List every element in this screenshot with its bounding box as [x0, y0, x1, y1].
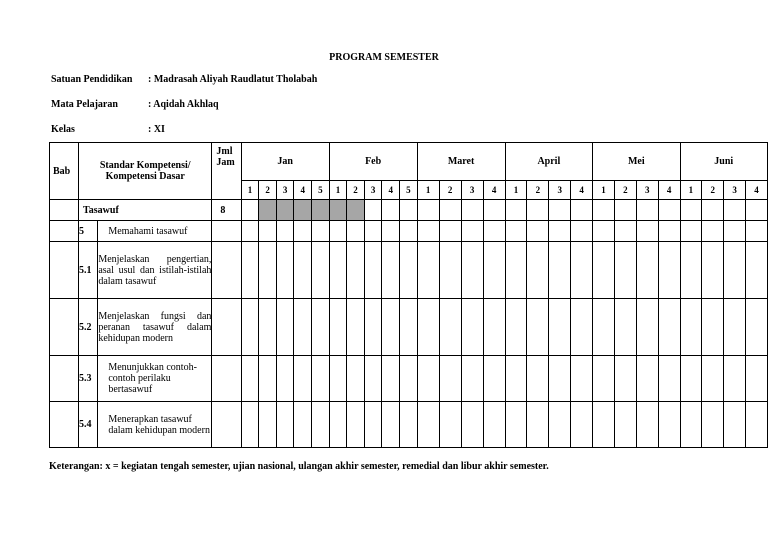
- schedule-cell: [241, 402, 259, 448]
- schedule-cell: [483, 402, 505, 448]
- schedule-cell: [417, 402, 439, 448]
- schedule-cell: [593, 356, 615, 402]
- schedule-cell: [312, 200, 330, 221]
- schedule-cell: [614, 299, 636, 356]
- week-header: 3: [364, 181, 382, 200]
- schedule-cell: [276, 221, 294, 242]
- schedule-cell: [571, 299, 593, 356]
- schedule-cell: [505, 402, 527, 448]
- schedule-cell: [746, 242, 768, 299]
- schedule-cell: [461, 299, 483, 356]
- schedule-cell: [549, 221, 571, 242]
- week-header: 2: [614, 181, 636, 200]
- schedule-cell: [483, 200, 505, 221]
- bab-cell: [50, 221, 79, 242]
- schedule-cell: [417, 356, 439, 402]
- month-header-mei: Mei: [593, 143, 680, 181]
- schedule-cell: [294, 356, 312, 402]
- schedule-cell: [294, 221, 312, 242]
- week-header: 4: [294, 181, 312, 200]
- bab-cell: [50, 242, 79, 299]
- schedule-cell: [746, 299, 768, 356]
- schedule-cell: [294, 200, 312, 221]
- schedule-cell: [614, 356, 636, 402]
- schedule-cell: [527, 299, 549, 356]
- week-header: 3: [461, 181, 483, 200]
- schedule-cell: [364, 242, 382, 299]
- schedule-cell: [636, 200, 658, 221]
- header-sk-line2: Kompetensi Dasar: [105, 171, 185, 182]
- schedule-cell: [439, 221, 461, 242]
- schedule-cell: [746, 402, 768, 448]
- schedule-cell: [527, 356, 549, 402]
- schedule-cell: [461, 200, 483, 221]
- info-mata-pelajaran: [51, 99, 219, 110]
- schedule-cell: [680, 242, 702, 299]
- competency-number: 5: [79, 221, 98, 242]
- week-header: 4: [571, 181, 593, 200]
- section-hours-text: 8: [220, 204, 226, 216]
- section-title: [79, 200, 212, 221]
- header-sk-line1: Standar Kompetensi/: [99, 160, 191, 171]
- schedule-cell: [364, 402, 382, 448]
- schedule-cell: [680, 221, 702, 242]
- schedule-cell: [505, 200, 527, 221]
- week-header: 5: [312, 181, 330, 200]
- schedule-cell: [347, 242, 365, 299]
- schedule-cell: [347, 356, 365, 402]
- schedule-cell: [439, 242, 461, 299]
- schedule-cell: [593, 200, 615, 221]
- schedule-cell: [400, 200, 418, 221]
- schedule-cell: [382, 402, 400, 448]
- schedule-cell: [294, 299, 312, 356]
- week-header: 2: [702, 181, 724, 200]
- schedule-cell: [347, 221, 365, 242]
- schedule-cell: [571, 402, 593, 448]
- schedule-cell: [347, 299, 365, 356]
- schedule-cell: [658, 242, 680, 299]
- schedule-cell: [702, 221, 724, 242]
- schedule-cell: [382, 356, 400, 402]
- schedule-cell: [364, 356, 382, 402]
- schedule-cell: [614, 242, 636, 299]
- week-header: 2: [347, 181, 365, 200]
- schedule-cell: [505, 299, 527, 356]
- schedule-cell: [400, 221, 418, 242]
- info-value: : XI: [148, 124, 165, 135]
- schedule-cell: [400, 299, 418, 356]
- schedule-cell: [571, 356, 593, 402]
- schedule-cell: [417, 200, 439, 221]
- header-bab: [50, 143, 79, 200]
- info-kelas: [51, 124, 165, 135]
- schedule-cell: [724, 242, 746, 299]
- schedule-cell: [527, 242, 549, 299]
- header-standar-kompetensi: [79, 143, 212, 200]
- schedule-cell: [400, 402, 418, 448]
- schedule-cell: [329, 402, 347, 448]
- schedule-cell: [364, 221, 382, 242]
- schedule-cell: [417, 242, 439, 299]
- schedule-cell: [276, 299, 294, 356]
- week-header: 4: [382, 181, 400, 200]
- schedule-cell: [312, 221, 330, 242]
- schedule-cell: [527, 402, 549, 448]
- info-label: Mata Pelajaran: [51, 99, 118, 110]
- month-header-juni: Juni: [680, 143, 768, 181]
- week-header: 1: [241, 181, 259, 200]
- schedule-cell: [400, 242, 418, 299]
- schedule-cell: [259, 200, 277, 221]
- schedule-cell: [329, 242, 347, 299]
- schedule-cell: [527, 200, 549, 221]
- schedule-cell: [614, 200, 636, 221]
- week-header: 2: [527, 181, 549, 200]
- schedule-cell: [312, 356, 330, 402]
- bab-cell: [50, 356, 79, 402]
- schedule-cell: [439, 200, 461, 221]
- schedule-cell: [259, 402, 277, 448]
- schedule-cell: [241, 221, 259, 242]
- info-value: : Madrasah Aliyah Raudlatut Tholabah: [148, 74, 318, 85]
- schedule-cell: [702, 200, 724, 221]
- section-bab-cell: [50, 200, 79, 221]
- schedule-cell: [636, 356, 658, 402]
- schedule-cell: [702, 242, 724, 299]
- schedule-cell: [439, 402, 461, 448]
- schedule-cell: [329, 356, 347, 402]
- competency-text: Menjelaskan pengertian, asal usul dan istilah-istilah dalam tasawuf: [98, 242, 212, 299]
- schedule-cell: [259, 356, 277, 402]
- week-header: 3: [636, 181, 658, 200]
- schedule-cell: [549, 356, 571, 402]
- schedule-cell: [658, 299, 680, 356]
- header-jml-jam: [212, 143, 241, 200]
- competency-number: 5.3: [79, 356, 98, 402]
- week-header: 3: [549, 181, 571, 200]
- month-header-april: April: [505, 143, 593, 181]
- week-header: 4: [483, 181, 505, 200]
- schedule-cell: [259, 242, 277, 299]
- header-jml-line1: Jml: [216, 146, 233, 157]
- schedule-cell: [364, 299, 382, 356]
- schedule-cell: [439, 299, 461, 356]
- schedule-cell: [417, 299, 439, 356]
- jml-cell: [212, 299, 241, 356]
- schedule-cell: [329, 299, 347, 356]
- schedule-cell: [593, 242, 615, 299]
- schedule-cell: [549, 200, 571, 221]
- schedule-cell: [483, 242, 505, 299]
- week-header: 1: [680, 181, 702, 200]
- jml-cell: [212, 221, 241, 242]
- schedule-cell: [614, 221, 636, 242]
- schedule-cell: [259, 221, 277, 242]
- week-header: 4: [746, 181, 768, 200]
- competency-text: Memahami tasawuf: [98, 221, 212, 242]
- schedule-cell: [614, 402, 636, 448]
- schedule-cell: [461, 242, 483, 299]
- competency-number: 5.4: [79, 402, 98, 448]
- schedule-cell: [724, 299, 746, 356]
- schedule-cell: [746, 356, 768, 402]
- week-header: 4: [658, 181, 680, 200]
- schedule-cell: [312, 402, 330, 448]
- schedule-cell: [724, 221, 746, 242]
- schedule-cell: [680, 299, 702, 356]
- schedule-cell: [571, 242, 593, 299]
- schedule-cell: [417, 221, 439, 242]
- schedule-cell: [724, 402, 746, 448]
- section-hours: [212, 200, 241, 221]
- schedule-cell: [746, 200, 768, 221]
- schedule-cell: [505, 356, 527, 402]
- schedule-cell: [382, 200, 400, 221]
- week-header: 5: [400, 181, 418, 200]
- section-title-text: Tasawuf: [83, 204, 119, 216]
- week-header: 3: [276, 181, 294, 200]
- week-header: 1: [505, 181, 527, 200]
- week-header: 1: [417, 181, 439, 200]
- schedule-cell: [483, 356, 505, 402]
- competency-text: Menunjukkan contoh-contoh perilaku bertasawuf: [98, 356, 212, 402]
- schedule-cell: [483, 221, 505, 242]
- schedule-cell: [549, 242, 571, 299]
- schedule-cell: [241, 356, 259, 402]
- header-bab-text: Bab: [53, 165, 71, 177]
- schedule-cell: [276, 200, 294, 221]
- info-label: Satuan Pendidikan: [51, 74, 133, 85]
- schedule-cell: [259, 299, 277, 356]
- schedule-cell: [461, 356, 483, 402]
- schedule-cell: [329, 221, 347, 242]
- month-header-jan: Jan: [241, 143, 329, 181]
- week-header: 3: [724, 181, 746, 200]
- schedule-cell: [724, 356, 746, 402]
- month-header-maret: Maret: [417, 143, 505, 181]
- jml-cell: [212, 356, 241, 402]
- schedule-cell: [571, 200, 593, 221]
- schedule-cell: [658, 356, 680, 402]
- schedule-cell: [382, 221, 400, 242]
- competency-text: Menerapkan tasawuf dalam kehidupan modern: [98, 402, 212, 448]
- schedule-cell: [549, 402, 571, 448]
- schedule-cell: [461, 221, 483, 242]
- schedule-cell: [294, 402, 312, 448]
- week-header: 1: [593, 181, 615, 200]
- schedule-cell: [680, 356, 702, 402]
- schedule-cell: [312, 242, 330, 299]
- schedule-cell: [241, 299, 259, 356]
- schedule-cell: [461, 402, 483, 448]
- competency-text: Menjelaskan fungsi dan peranan tasawuf dalam kehidupan modern: [98, 299, 212, 356]
- competency-number: 5.1: [79, 242, 98, 299]
- schedule-cell: [382, 299, 400, 356]
- schedule-cell: [593, 402, 615, 448]
- schedule-cell: [382, 242, 400, 299]
- info-value: : Aqidah Akhlaq: [148, 99, 219, 110]
- schedule-cell: [276, 356, 294, 402]
- schedule-cell: [593, 221, 615, 242]
- schedule-cell: [658, 221, 680, 242]
- schedule-cell: [571, 221, 593, 242]
- schedule-cell: [658, 200, 680, 221]
- schedule-cell: [702, 299, 724, 356]
- schedule-cell: [347, 402, 365, 448]
- schedule-cell: [680, 402, 702, 448]
- schedule-cell: [294, 242, 312, 299]
- bab-cell: [50, 402, 79, 448]
- week-header: 1: [329, 181, 347, 200]
- schedule-cell: [702, 402, 724, 448]
- info-satuan-pendidikan: [51, 74, 317, 85]
- schedule-cell: [400, 356, 418, 402]
- week-header: 2: [439, 181, 461, 200]
- schedule-cell: [636, 221, 658, 242]
- schedule-cell: [549, 299, 571, 356]
- competency-number: 5.2: [79, 299, 98, 356]
- schedule-cell: [241, 242, 259, 299]
- keterangan-note: Keterangan: x = kegiatan tengah semester, ujian nasional, ulangan akhir semester, remedial dan libur akhir semester.: [49, 461, 549, 472]
- program-semester-table: [49, 142, 768, 448]
- header-jml-line2: Jam: [216, 157, 235, 168]
- schedule-cell: [527, 221, 549, 242]
- info-label: Kelas: [51, 124, 75, 135]
- schedule-cell: [483, 299, 505, 356]
- schedule-cell: [724, 200, 746, 221]
- schedule-cell: [636, 402, 658, 448]
- schedule-cell: [347, 200, 365, 221]
- schedule-cell: [702, 356, 724, 402]
- bab-cell: [50, 299, 79, 356]
- schedule-cell: [505, 221, 527, 242]
- schedule-cell: [593, 299, 615, 356]
- jml-cell: [212, 242, 241, 299]
- schedule-cell: [329, 200, 347, 221]
- schedule-cell: [658, 402, 680, 448]
- schedule-cell: [746, 221, 768, 242]
- week-header: 2: [259, 181, 277, 200]
- schedule-cell: [241, 200, 259, 221]
- schedule-cell: [505, 242, 527, 299]
- schedule-cell: [364, 200, 382, 221]
- schedule-cell: [680, 200, 702, 221]
- jml-cell: [212, 402, 241, 448]
- month-header-feb: Feb: [329, 143, 417, 181]
- schedule-cell: [276, 242, 294, 299]
- schedule-cell: [276, 402, 294, 448]
- schedule-cell: [636, 242, 658, 299]
- schedule-cell: [439, 356, 461, 402]
- schedule-cell: [636, 299, 658, 356]
- schedule-cell: [312, 299, 330, 356]
- document-title: PROGRAM SEMESTER: [329, 52, 439, 63]
